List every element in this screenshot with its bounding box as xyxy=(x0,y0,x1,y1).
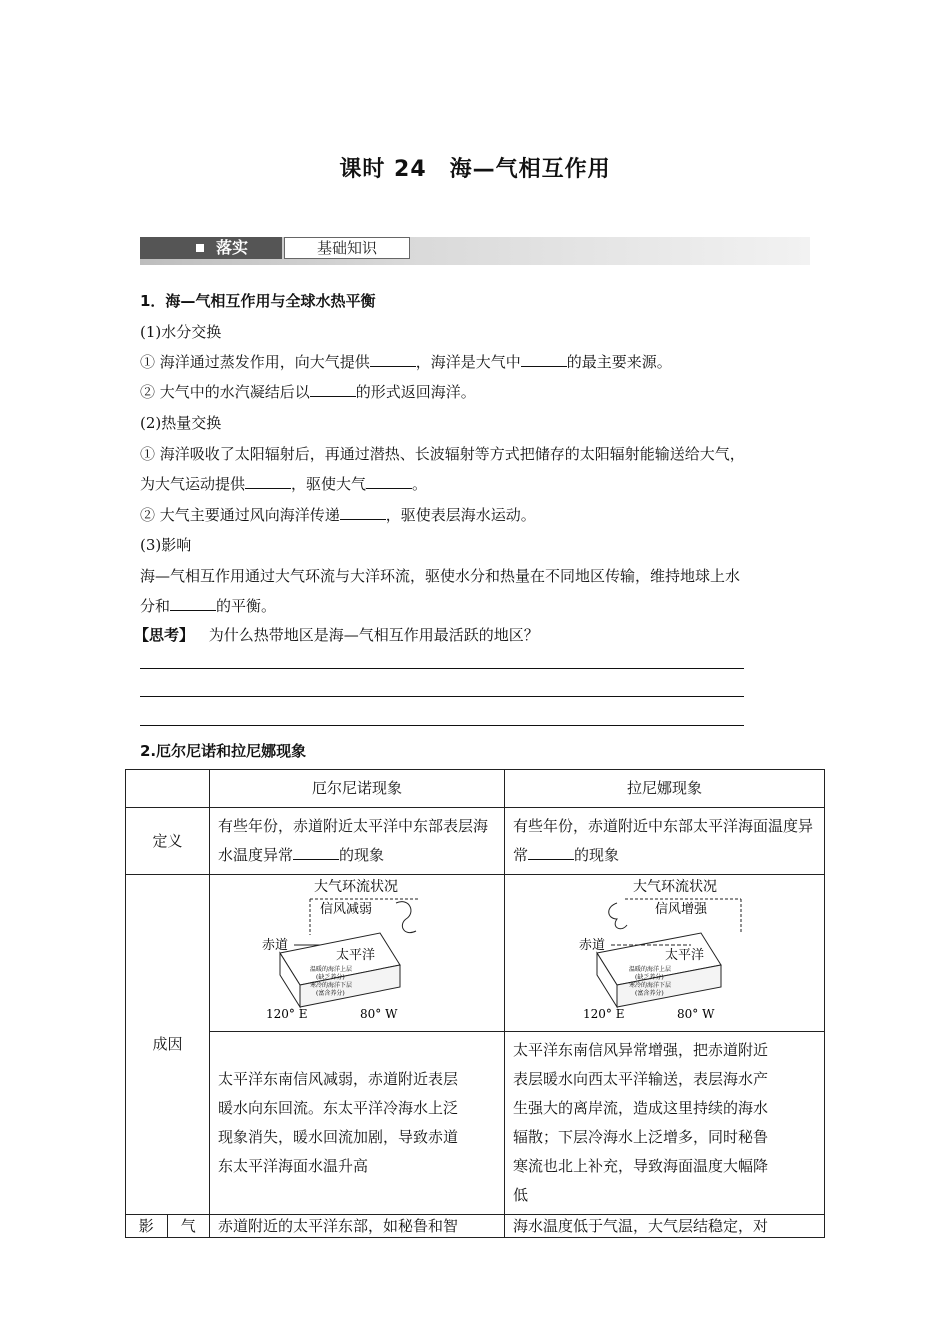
cloud-icon xyxy=(609,903,627,929)
section1-heading: 1．海—气相互作用与全球水热平衡 xyxy=(140,292,376,310)
text-line: 分和 的平衡。 xyxy=(140,597,277,615)
impact-lanina-cell: 海水温度低于气温，大气层结稳定，对 xyxy=(504,1215,824,1238)
lon-east-label: 80° W xyxy=(676,1007,715,1021)
layer-warm-note: (缺乏养分) xyxy=(634,974,664,981)
table-row-cause-diagram xyxy=(126,875,825,1032)
lanina-diagram xyxy=(505,875,824,1021)
row-label-climate: 气 xyxy=(167,1215,209,1238)
cause-line: 低 xyxy=(512,1186,528,1204)
lon-west-label: 120° E xyxy=(582,1007,625,1021)
fill-blank[interactable] xyxy=(370,352,416,367)
fill-blank[interactable] xyxy=(293,845,339,860)
col-header-lanina: 拉尼娜现象 xyxy=(504,770,824,808)
page-title: 课时 24 海—气相互作用 xyxy=(339,157,611,182)
think-label: 【思考】 xyxy=(134,626,195,644)
diagram-title: 大气环流状况 xyxy=(632,879,717,895)
ocean-label: 太平洋 xyxy=(664,948,704,963)
cause-line: 太平洋东南信风异常增强，把赤道附近 xyxy=(512,1041,768,1059)
fill-blank[interactable] xyxy=(528,845,574,860)
fill-blank[interactable] xyxy=(170,596,216,611)
comparison-table xyxy=(125,769,825,1238)
fill-blank[interactable] xyxy=(521,352,567,367)
cause-elnino-cell xyxy=(209,1032,504,1215)
think-question xyxy=(134,624,539,645)
impact-elnino-cell: 赤道附近的太平洋东部，如秘鲁和智 xyxy=(209,1215,504,1238)
table-corner-cell xyxy=(126,770,210,808)
fill-blank[interactable] xyxy=(340,505,386,520)
elnino-diagram xyxy=(210,875,504,1021)
text-line: ① 海洋通过蒸发作用，向大气提供 ，海洋是大气中 的最主要来源。 xyxy=(140,353,672,371)
layer-cold: 寒冷的海洋下层 xyxy=(628,982,671,989)
text-line: 为大气运动提供 ，驱使大气 。 xyxy=(140,475,428,493)
answer-line[interactable] xyxy=(140,725,744,726)
def-elnino-cell: 有些年份，赤道附近太平洋中东部表层海水温度异常 的现象 xyxy=(209,808,504,875)
banner-dark-label xyxy=(140,237,282,259)
layer-cold: 寒冷的海洋下层 xyxy=(309,982,352,989)
answer-line[interactable] xyxy=(140,668,744,669)
text-line: ① 海洋吸收了太阳辐射后，再通过潜热、长波辐射等方式把储存的太阳辐射能输送给大气， xyxy=(140,445,745,463)
layer-warm: 温暖的海洋上层 xyxy=(309,966,352,973)
col-header-elnino: 厄尔尼诺现象 xyxy=(209,770,504,808)
text-line: ② 大气中的水汽凝结后以 的形式返回海洋。 xyxy=(140,383,476,401)
cause-line: 东太平洋海面水温升高 xyxy=(217,1157,368,1175)
cause-line: 辐散；下层冷海水上泛增多，同时秘鲁 xyxy=(512,1128,768,1146)
text-line: 海—气相互作用通过大气环流与大洋环流，驱使水分和热量在不同地区传输，维持地球上水 xyxy=(140,567,741,585)
cause-line: 表层暖水向西太平洋输送，表层海水产 xyxy=(512,1070,768,1088)
table-row-definition xyxy=(126,808,825,875)
layer-cold-note: (富含养分) xyxy=(634,990,664,997)
row-label-definition: 定义 xyxy=(126,808,210,875)
banner-light-label: 基础知识 xyxy=(284,237,410,259)
square-bullet-icon xyxy=(196,244,204,252)
lanina-diagram-cell xyxy=(504,875,824,1032)
sub-heading-water: (1)水分交换 xyxy=(140,323,222,341)
think-text: 为什么热带地区是海—气相互作用最活跃的地区？ xyxy=(208,626,539,644)
cause-line: 生强大的离岸流，造成这里持续的海水 xyxy=(512,1099,768,1117)
table-header-row xyxy=(126,770,825,808)
row-label-impact: 影 xyxy=(126,1215,168,1238)
cause-line: 暖水向东回流。东太平洋冷海水上泛 xyxy=(217,1099,458,1117)
banner-dark-text: 落实 xyxy=(216,238,249,257)
equator-label: 赤道 xyxy=(261,938,288,953)
diagram-title: 大气环流状况 xyxy=(313,879,398,895)
fill-blank[interactable] xyxy=(366,474,412,489)
wind-label: 信风减弱 xyxy=(319,902,372,917)
fill-blank[interactable] xyxy=(245,474,291,489)
cause-line: 现象消失，暖水回流加剧，导致赤道 xyxy=(217,1128,458,1146)
ocean-label: 太平洋 xyxy=(335,948,375,963)
section-banner xyxy=(140,237,810,265)
text-line: ② 大气主要通过风向海洋传递 ，驱使表层海水运动。 xyxy=(140,506,536,524)
sub-heading-heat: (2)热量交换 xyxy=(140,414,222,432)
table-row-cause-text xyxy=(126,1032,825,1215)
elnino-diagram-cell xyxy=(209,875,504,1032)
layer-warm-note: (缺乏养分) xyxy=(315,974,345,981)
cause-line: 寒流也北上补充，导致海面温度大幅降 xyxy=(512,1157,768,1175)
equator-label: 赤道 xyxy=(578,938,605,953)
def-lanina-cell: 有些年份，赤道附近中东部太平洋海面温度异常 的现象 xyxy=(504,808,824,875)
wind-label: 信风增强 xyxy=(654,902,707,917)
row-label-cause: 成因 xyxy=(126,875,210,1215)
table-row-impact xyxy=(126,1215,825,1238)
layer-warm: 温暖的海洋上层 xyxy=(628,966,671,973)
answer-line[interactable] xyxy=(140,696,744,697)
fill-blank[interactable] xyxy=(310,382,356,397)
sub-heading-impact: (3)影响 xyxy=(140,536,192,554)
cause-line: 太平洋东南信风减弱，赤道附近表层 xyxy=(217,1070,458,1088)
cloud-icon xyxy=(396,902,416,933)
lon-east-label: 80° W xyxy=(359,1007,398,1021)
section2-heading: 2.厄尔尼诺和拉尼娜现象 xyxy=(140,742,307,760)
lon-west-label: 120° E xyxy=(265,1007,308,1021)
cause-lanina-cell xyxy=(504,1032,824,1215)
layer-cold-note: (富含养分) xyxy=(315,990,345,997)
